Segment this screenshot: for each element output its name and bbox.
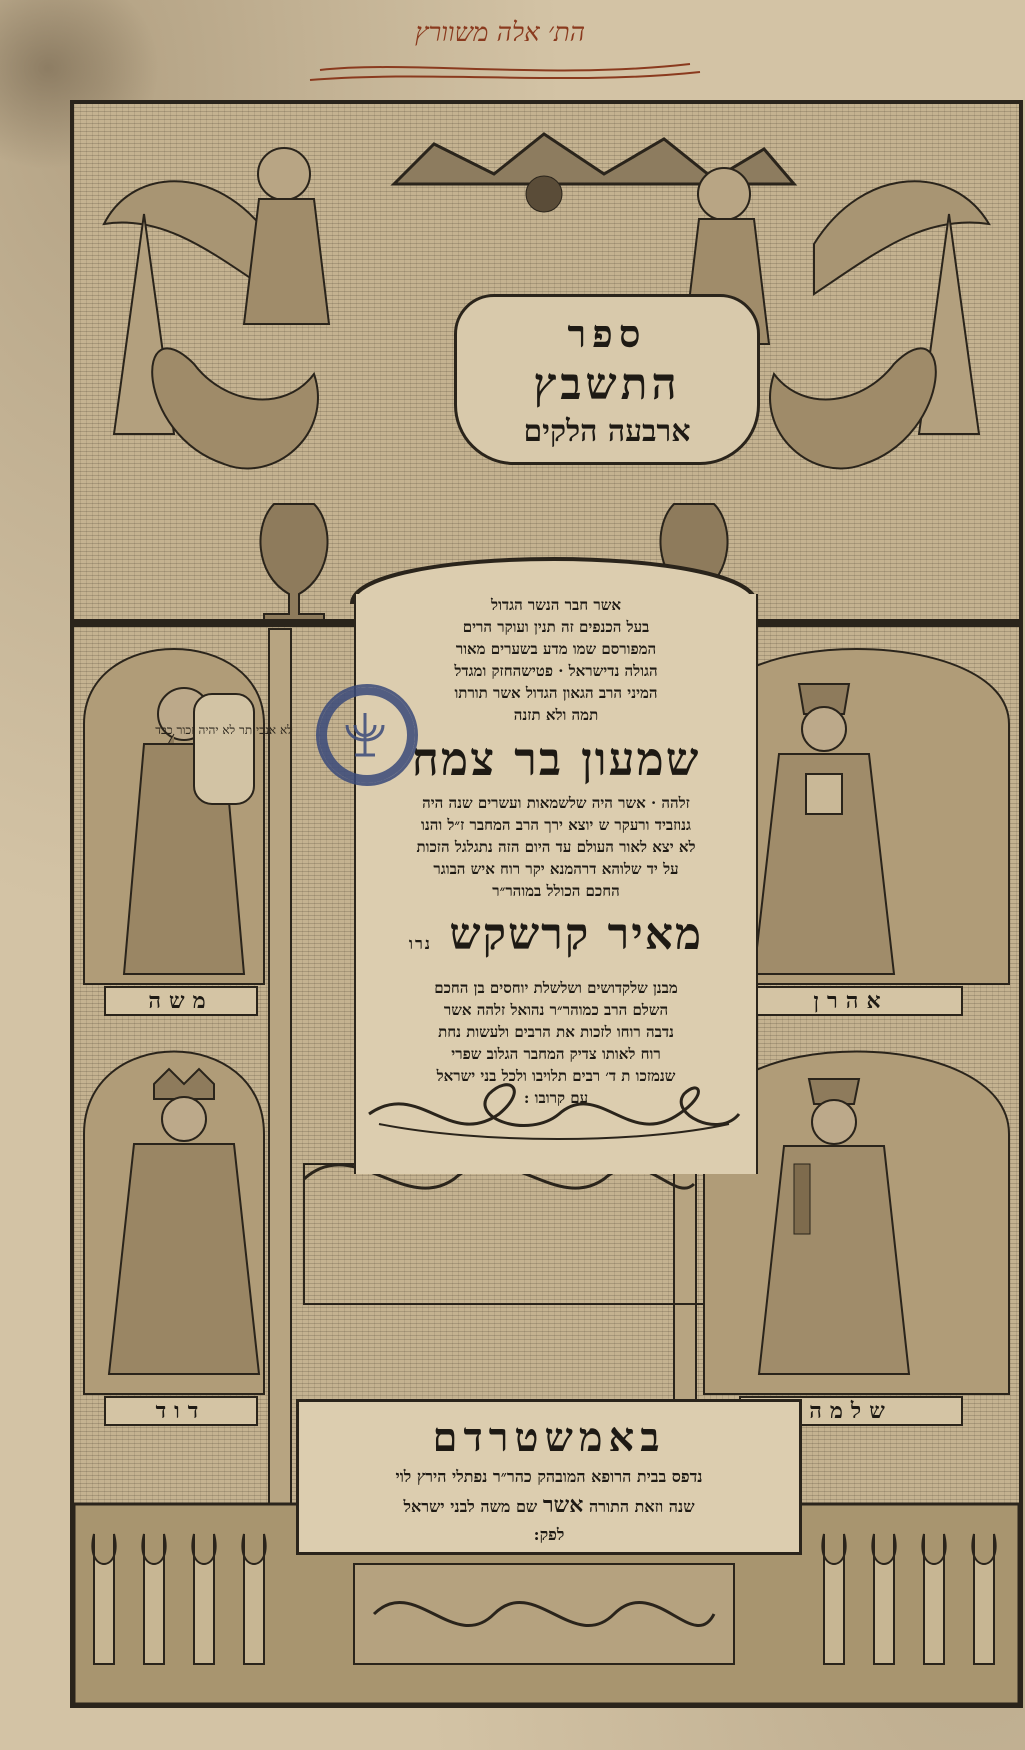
david-figure bbox=[94, 1064, 264, 1384]
body-line: אשר חבר הנשר הגדול bbox=[491, 596, 621, 614]
imprint-line2 bbox=[309, 1493, 789, 1519]
label-solomon: שלמה bbox=[739, 1396, 963, 1426]
solomon-figure bbox=[734, 1064, 934, 1384]
inscription-strike-icon bbox=[290, 58, 710, 88]
body-line: על יד שלוהא דרהמנא יקר רוח איש הבוגר bbox=[433, 860, 679, 878]
pedestal-relief bbox=[354, 1564, 734, 1664]
label-david: דוד bbox=[104, 1396, 258, 1426]
body-line: עם קרובו : bbox=[523, 1089, 589, 1107]
title-sefer: ספר bbox=[567, 311, 647, 356]
engraved-frame bbox=[70, 100, 1023, 1708]
menorah-stamp-icon bbox=[337, 705, 393, 761]
left-urn bbox=[260, 504, 327, 624]
owner-inscription bbox=[290, 18, 710, 88]
imprint-line1: נדפס בבית הרופא המובהק כהר״ר נפתלי הירץ לוי bbox=[395, 1467, 703, 1486]
title-cartouche bbox=[454, 294, 760, 465]
imprint-box bbox=[296, 1399, 802, 1555]
breastplate-icon bbox=[806, 774, 842, 814]
left-shell-scroll bbox=[152, 348, 318, 468]
body-line: בעל הכנפים זה תנין ועוקר הרים bbox=[462, 618, 650, 636]
body-line: החכם הכולל במוהר״ר bbox=[492, 882, 620, 900]
right-angel-wing bbox=[814, 181, 989, 294]
crown-jewel bbox=[526, 176, 562, 212]
body-line: לא יצא לאור העולם עד היום הזה נתגלגל הזכות bbox=[416, 838, 696, 856]
imprint-line2-pre: שנה וזאת התורה bbox=[588, 1497, 695, 1516]
crown-icon bbox=[154, 1069, 214, 1099]
body-line: הגולה נדישראל · פטישהחזק ומגדל bbox=[454, 662, 658, 680]
publisher-suffix: נרו bbox=[408, 934, 432, 953]
left-angel-head bbox=[258, 148, 310, 200]
calligraphic-flourish-icon bbox=[359, 1069, 749, 1159]
author-name: שמעון בר צמח bbox=[411, 732, 701, 786]
imprint-line2-em: אשר bbox=[542, 1492, 584, 1518]
imprint-line3: לפק: bbox=[533, 1525, 565, 1544]
left-angel-wing bbox=[104, 181, 274, 294]
commandment-tablets-icon bbox=[194, 694, 254, 804]
moses-figure bbox=[94, 674, 293, 984]
body-line: המיני הרב הגאון הגדול אשר תורתו bbox=[454, 684, 658, 702]
publisher-name-line bbox=[356, 908, 756, 971]
title-four-parts: ארבעה הלקים bbox=[523, 414, 691, 449]
right-angel-head bbox=[698, 168, 750, 220]
body-line: המפורסם שמו מדע בשערים מאור bbox=[455, 640, 657, 658]
label-moses: משה bbox=[104, 986, 258, 1016]
body-line: נדבה רוחו לזכות את הרבים ולעשות נחת bbox=[438, 1023, 674, 1041]
svg-text:לא אנכי תר לא יהיה זכור כבד: לא אנכי תר לא יהיה זכור כבד bbox=[155, 723, 293, 737]
body-line: גנוזביד ורעקר ש יוצא ירך הרב המחבר ז״ל והנו bbox=[421, 816, 691, 834]
library-stamp bbox=[316, 684, 418, 786]
body-line: השלם הרב כמוהר״ר נהואל זלהה אשר bbox=[443, 1001, 669, 1019]
imprint-city: באמשטרדם bbox=[432, 1414, 666, 1461]
body-line: תמה ולא תזנה bbox=[513, 706, 599, 724]
body-line: שנמזכו ת ד׳ רבים תלויבו ולכל בני ישראל bbox=[436, 1067, 676, 1085]
publisher-name: מאיר קרשקש bbox=[449, 909, 704, 960]
imprint-line2-post: שם משה לבני ישראל bbox=[403, 1497, 538, 1516]
right-shell-scroll bbox=[770, 348, 936, 468]
body-line: מבנן שלקדושים ושלשלת יוחסים בן החכם bbox=[434, 979, 678, 997]
body-line: זלהה · אשר היה שלשמאות ועשרים שנה היה bbox=[422, 794, 690, 812]
left-angel-body bbox=[244, 199, 329, 324]
owner-inscription-text: הת׳ אלה משוורץ bbox=[414, 18, 586, 48]
body-line: רוח לאותו צדיק המחבר הגלוב שפרי bbox=[451, 1045, 661, 1063]
label-aaron: אהרן bbox=[739, 986, 963, 1016]
sword-icon bbox=[794, 1164, 810, 1234]
title-tashbetz: התשבץ bbox=[533, 359, 681, 410]
